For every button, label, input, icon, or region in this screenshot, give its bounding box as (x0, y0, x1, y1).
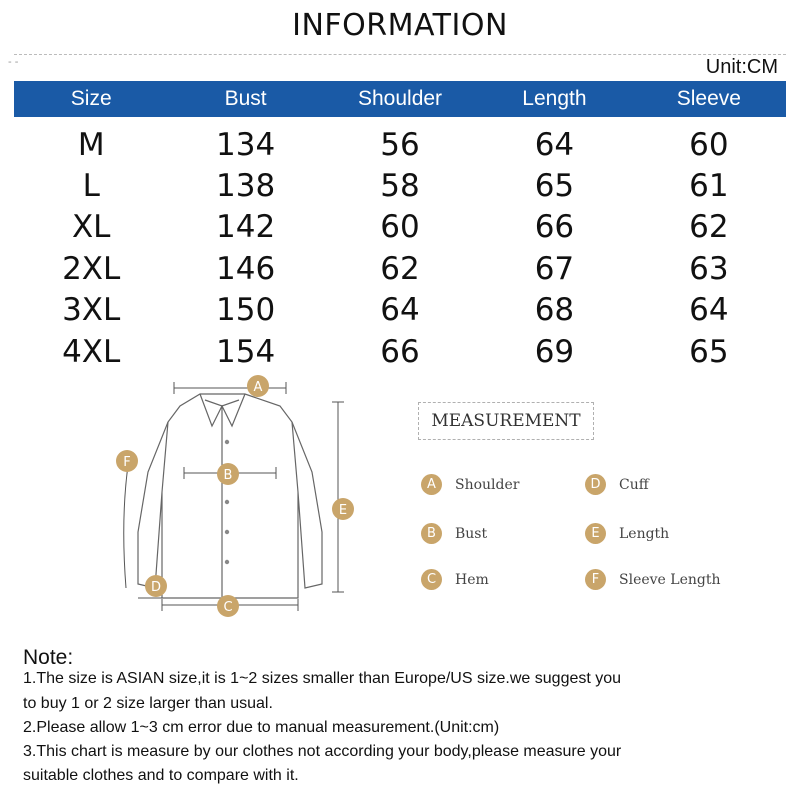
header-sleeve: Sleeve (676, 87, 741, 110)
legend-item-length (585, 523, 669, 544)
table-cell: 61 (689, 168, 729, 205)
table-cell: 150 (216, 292, 276, 329)
table-cell: 142 (216, 209, 276, 246)
table-cell: 4XL (62, 333, 121, 370)
header-size: Size (70, 87, 112, 110)
table-cell: 65 (689, 333, 729, 370)
note-heading: Note: (23, 646, 74, 669)
legend-item-shoulder (421, 474, 519, 495)
legend-label: Cuff (619, 476, 649, 493)
header-bust: Bust (224, 87, 267, 110)
marker-c-label: C (223, 600, 233, 615)
table-cell: 2XL (62, 250, 121, 287)
marker-e-label: E (338, 503, 348, 518)
legend-label: Length (619, 525, 670, 542)
table-cell: 3XL (62, 292, 121, 329)
legend-label: Sleeve Length (619, 571, 721, 588)
legend-a-icon: A (421, 474, 442, 495)
marker-f-label: F (123, 455, 131, 470)
title-divider (14, 54, 786, 55)
table-cell: 62 (380, 250, 420, 287)
legend-b-icon: B (421, 523, 442, 544)
legend-label: Shoulder (455, 476, 520, 493)
note-line: 2.Please allow 1~3 cm error due to manual measurement.(Unit:cm) (23, 719, 500, 736)
table-cell: 64 (534, 126, 575, 163)
table-cell: 67 (534, 250, 575, 287)
table-cell: 62 (689, 209, 729, 246)
table-cell: 66 (380, 333, 420, 370)
legend-f-icon: F (585, 569, 606, 590)
table-cell: 60 (380, 209, 420, 246)
table-cell: XL (71, 209, 111, 246)
table-cell: 134 (216, 126, 276, 163)
legend-c-icon: C (421, 569, 442, 590)
table-cell: 63 (689, 250, 729, 287)
table-row (14, 207, 786, 248)
header-length: Length (522, 87, 587, 110)
note-line: suitable clothes and to compare with it. (23, 767, 299, 784)
note-line: to buy 1 or 2 size larger than usual. (23, 695, 273, 712)
shirt-outline-icon (100, 362, 370, 624)
size-table-body (14, 124, 786, 372)
divider-dash-mark: - - (8, 56, 19, 68)
table-cell: 138 (216, 168, 276, 205)
note-line: 3.This chart is measure by our clothes not according your body,please measure your (23, 743, 622, 760)
legend-item-cuff (585, 474, 649, 495)
legend-item-hem (421, 569, 489, 590)
legend-item-sleeve-length (585, 569, 721, 590)
header-shoulder: Shoulder (357, 87, 443, 110)
table-row (14, 124, 786, 165)
marker-b-label: B (223, 468, 233, 483)
table-cell: 58 (380, 168, 420, 205)
table-cell: L (82, 168, 100, 205)
unit-label: Unit:CM (705, 56, 778, 78)
page-title: INFORMATION (292, 8, 508, 43)
table-cell: 66 (534, 209, 575, 246)
table-cell: M (77, 126, 105, 163)
table-cell: 146 (216, 250, 276, 287)
legend-item-bust (421, 523, 487, 544)
table-cell: 64 (380, 292, 420, 329)
marker-d-label: D (150, 580, 162, 595)
table-cell: 60 (689, 126, 729, 163)
measurement-title: MEASUREMENT (418, 402, 594, 440)
shirt-measurement-diagram (100, 362, 370, 624)
legend-label: Bust (455, 525, 488, 542)
table-cell: 69 (534, 333, 575, 370)
table-cell: 154 (216, 333, 276, 370)
table-row (14, 248, 786, 289)
marker-a-label: A (253, 380, 263, 395)
table-cell: 64 (689, 292, 729, 329)
legend-label: Hem (455, 571, 489, 588)
size-table-header (14, 81, 786, 117)
table-row (14, 165, 786, 206)
table-cell: 56 (380, 126, 420, 163)
table-cell: 68 (534, 292, 575, 329)
note-line: 1.The size is ASIAN size,it is 1~2 sizes smaller than Europe/US size.we suggest you (23, 670, 622, 687)
legend-d-icon: D (585, 474, 606, 495)
table-row (14, 290, 786, 331)
legend-e-icon: E (585, 523, 606, 544)
table-cell: 65 (534, 168, 575, 205)
